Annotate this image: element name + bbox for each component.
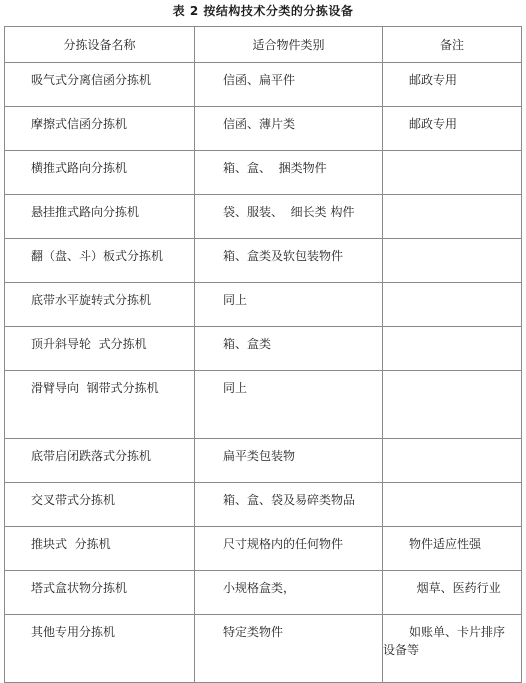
remarks-cell — [383, 283, 522, 327]
item-category-cell: 小规格盒类， — [195, 571, 383, 615]
remarks-cell: 烟草、医药行业 — [383, 571, 522, 615]
table-row — [5, 151, 522, 195]
equipment-name-cell: 顶升斜导轮 式分拣机 — [5, 327, 195, 371]
header-item-category: 适合物件类别 — [195, 27, 383, 63]
remarks-cell: 邮政专用 — [383, 107, 522, 151]
remarks-cell: 邮政专用 — [383, 63, 522, 107]
equipment-name-cell: 滑臂导向 钢带式分拣机 — [5, 371, 195, 439]
table-row — [5, 527, 522, 571]
item-category-cell: 同上 — [195, 283, 383, 327]
item-category-cell: 同上 — [195, 371, 383, 439]
equipment-name-cell: 塔式盒状物分拣机 — [5, 571, 195, 615]
equipment-name-cell: 摩擦式信函分拣机 — [5, 107, 195, 151]
remarks-cell — [383, 239, 522, 283]
table-row — [5, 239, 522, 283]
equipment-name-cell: 推块式 分拣机 — [5, 527, 195, 571]
table-row — [5, 63, 522, 107]
equipment-name-cell: 底带水平旋转式分拣机 — [5, 283, 195, 327]
equipment-name-cell: 其他专用分拣机 — [5, 615, 195, 683]
remarks-cell — [383, 483, 522, 527]
item-category-cell: 箱、盒类及软包装物件 — [195, 239, 383, 283]
table-row — [5, 283, 522, 327]
equipment-name-cell: 悬挂推式路向分拣机 — [5, 195, 195, 239]
remarks-cell — [383, 615, 522, 683]
table-header-row — [5, 27, 522, 63]
item-category-cell: 尺寸规格内的任何物件 — [195, 527, 383, 571]
table-row — [5, 483, 522, 527]
item-category-cell: 箱、盒、袋及易碎类物品 — [195, 483, 383, 527]
equipment-name-cell: 吸气式分离信函分拣机 — [5, 63, 195, 107]
sorting-equipment-table — [4, 26, 522, 683]
table-row — [5, 195, 522, 239]
equipment-name-cell: 横推式路向分拣机 — [5, 151, 195, 195]
item-category-cell: 信函、扁平件 — [195, 63, 383, 107]
table-row — [5, 327, 522, 371]
table-row — [5, 571, 522, 615]
table-caption: 表 2 按结构技术分类的分拣设备 — [172, 4, 354, 18]
item-category-cell: 扁平类包装物 — [195, 439, 383, 483]
remarks-cell — [383, 371, 522, 439]
table-row — [5, 615, 522, 683]
remarks-cell — [383, 151, 522, 195]
remarks-cell — [383, 439, 522, 483]
item-category-cell: 箱、盒类 — [195, 327, 383, 371]
equipment-name-cell: 交叉带式分拣机 — [5, 483, 195, 527]
equipment-name-cell: 翻（盘、斗）板式分拣机 — [5, 239, 195, 283]
table-row — [5, 107, 522, 151]
header-remarks: 备注 — [383, 27, 522, 63]
remarks-line-1: 如账单、卡片排序 — [409, 625, 506, 639]
remarks-cell — [383, 195, 522, 239]
remarks-cell — [383, 327, 522, 371]
item-category-cell: 特定类物件 — [195, 615, 383, 683]
item-category-cell: 箱、盒、 捆类物件 — [195, 151, 383, 195]
remarks-line-2: 设备等 — [383, 643, 420, 657]
equipment-name-cell: 底带启闭跌落式分拣机 — [5, 439, 195, 483]
table-row — [5, 371, 522, 439]
item-category-cell: 袋、服装、 细长类 构件 — [195, 195, 383, 239]
table-row — [5, 439, 522, 483]
header-equipment-name: 分拣设备名称 — [5, 27, 195, 63]
item-category-cell: 信函、薄片类 — [195, 107, 383, 151]
remarks-cell: 物件适应性强 — [383, 527, 522, 571]
